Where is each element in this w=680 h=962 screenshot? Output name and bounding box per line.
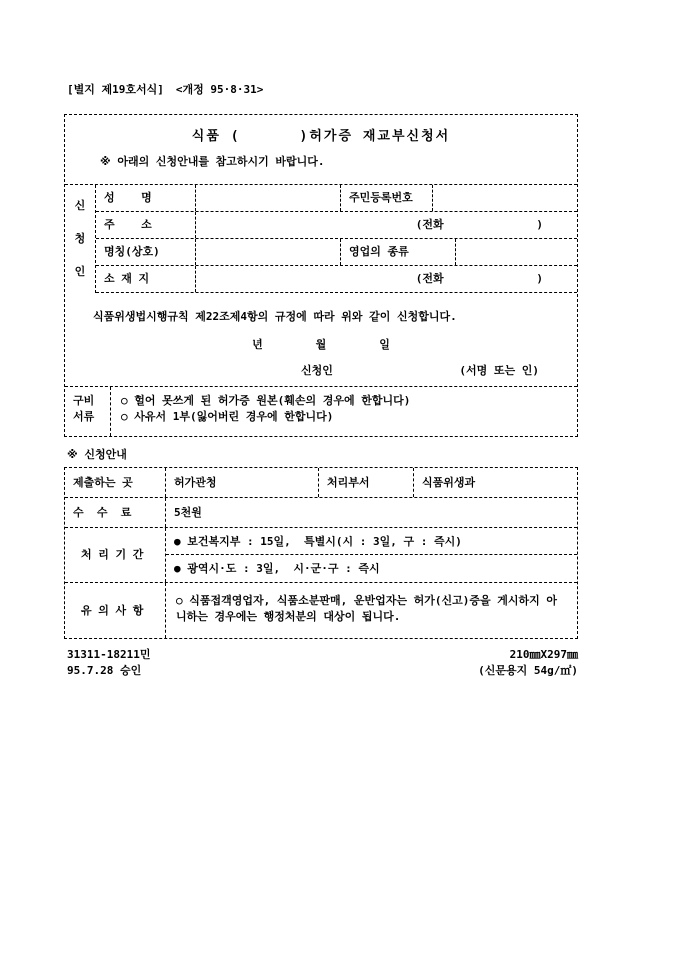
guide-heading: ※ 신청안내 — [67, 448, 127, 461]
processing-period-label-text: 처 리 기 간 — [81, 548, 144, 561]
doc-revision-text: <개정 95·8·31> — [175, 83, 264, 96]
location-field — [196, 266, 577, 292]
processing-period-values — [166, 528, 577, 582]
resident-number-field — [433, 185, 577, 211]
row-business-name — [96, 239, 577, 266]
sign-or-seal-note: (서명 또는 인) — [459, 364, 539, 377]
guide-row-period — [65, 528, 577, 583]
business-name-label: 명칭(상호) — [96, 239, 196, 265]
handling-dept-label: 처리부서 — [319, 468, 414, 497]
attachment-item: ○ 헐어 못쓰게 된 허가증 원본(훼손의 경우에 한합니다) — [121, 394, 411, 407]
signature-line — [65, 352, 577, 378]
caution-label — [65, 583, 166, 638]
attachments-label-line: 서류 — [73, 410, 95, 423]
submit-place-label: 제출하는 곳 — [65, 468, 166, 497]
date-line: 년 월 일 — [252, 338, 390, 351]
address-label: 주 소 — [96, 212, 196, 238]
resident-number-label: 주민등록번호 — [341, 185, 433, 211]
name-field — [196, 185, 341, 211]
statement-text: 식품위생법시행규칙 제22조제4항의 규정에 따라 위와 같이 신청합니다. — [93, 310, 457, 323]
guide-row-fee — [65, 498, 577, 528]
submit-place-value: 허가관청 — [166, 468, 319, 497]
footer-right — [64, 647, 578, 679]
attachments-section — [65, 386, 577, 436]
attachment-item: ○ 사유서 1부(잃어버린 경우에 한합니다) — [121, 410, 334, 423]
form-notice: ※ 아래의 신청안내를 참고하시기 바랍니다. — [100, 155, 325, 168]
guide-row-caution — [65, 583, 577, 638]
address-phone-label: (전화 ) — [415, 218, 543, 231]
name-label: 성 명 — [96, 185, 196, 211]
statement-section — [65, 293, 577, 386]
vertical-label-char: 신 — [74, 198, 86, 212]
paper-size: 210㎜X297㎜ — [509, 648, 578, 661]
applicant-vertical-label — [65, 185, 96, 293]
applicant-rows — [96, 185, 577, 293]
business-type-field — [456, 239, 577, 265]
period-item: ● 광역시·도 : 3일, 시·군·구 : 즉시 — [174, 562, 380, 575]
row-name — [96, 185, 577, 212]
address-field — [196, 212, 577, 238]
business-name-field — [196, 239, 341, 265]
approval-date: 95.7.28 승인 — [67, 664, 142, 677]
applicant-table — [65, 184, 577, 293]
doc-ref-text: [별지 제19호서식] — [67, 83, 164, 96]
applicant-sign-label: 신청인 — [301, 364, 333, 377]
form-code: 31311-18211민 — [67, 648, 151, 661]
form-header — [65, 115, 577, 184]
attachments-label-line: 구비 — [73, 394, 95, 407]
vertical-label-char: 청 — [74, 231, 86, 245]
fee-value: 5천원 — [174, 506, 202, 519]
guide-row-submit — [65, 468, 577, 498]
processing-period-label — [65, 528, 166, 582]
application-form-box — [64, 114, 578, 437]
period-item: ● 보건복지부 : 15일, 특별시(시 : 3일, 구 : 즉시) — [166, 528, 577, 555]
attachments-list — [111, 387, 577, 436]
guide-table — [64, 467, 578, 639]
business-type-label: 영업의 종류 — [341, 239, 456, 265]
attachments-label — [65, 387, 111, 436]
location-label: 소 재 지 — [96, 266, 196, 292]
row-address — [96, 212, 577, 239]
handling-dept-value: 식품위생과 — [422, 476, 476, 489]
caution-text: ○ 식품접객영업자, 식품소분판매, 운반업자는 허가(신고)증을 게시하지 아니하는 경우에는 행정처분의 대상이 됩니다. — [176, 594, 557, 623]
doc-reference — [67, 83, 263, 97]
vertical-label-char: 인 — [74, 265, 86, 279]
form-title: 식품 ( )허가증 재교부신청서 — [191, 129, 451, 144]
location-phone-label: (전화 ) — [415, 272, 543, 285]
paper-spec: (신문용지 54g/㎡) — [478, 664, 578, 677]
fee-label: 수 수 료 — [65, 498, 166, 527]
row-location — [96, 266, 577, 293]
caution-label-text: 유 의 사 항 — [81, 603, 144, 617]
